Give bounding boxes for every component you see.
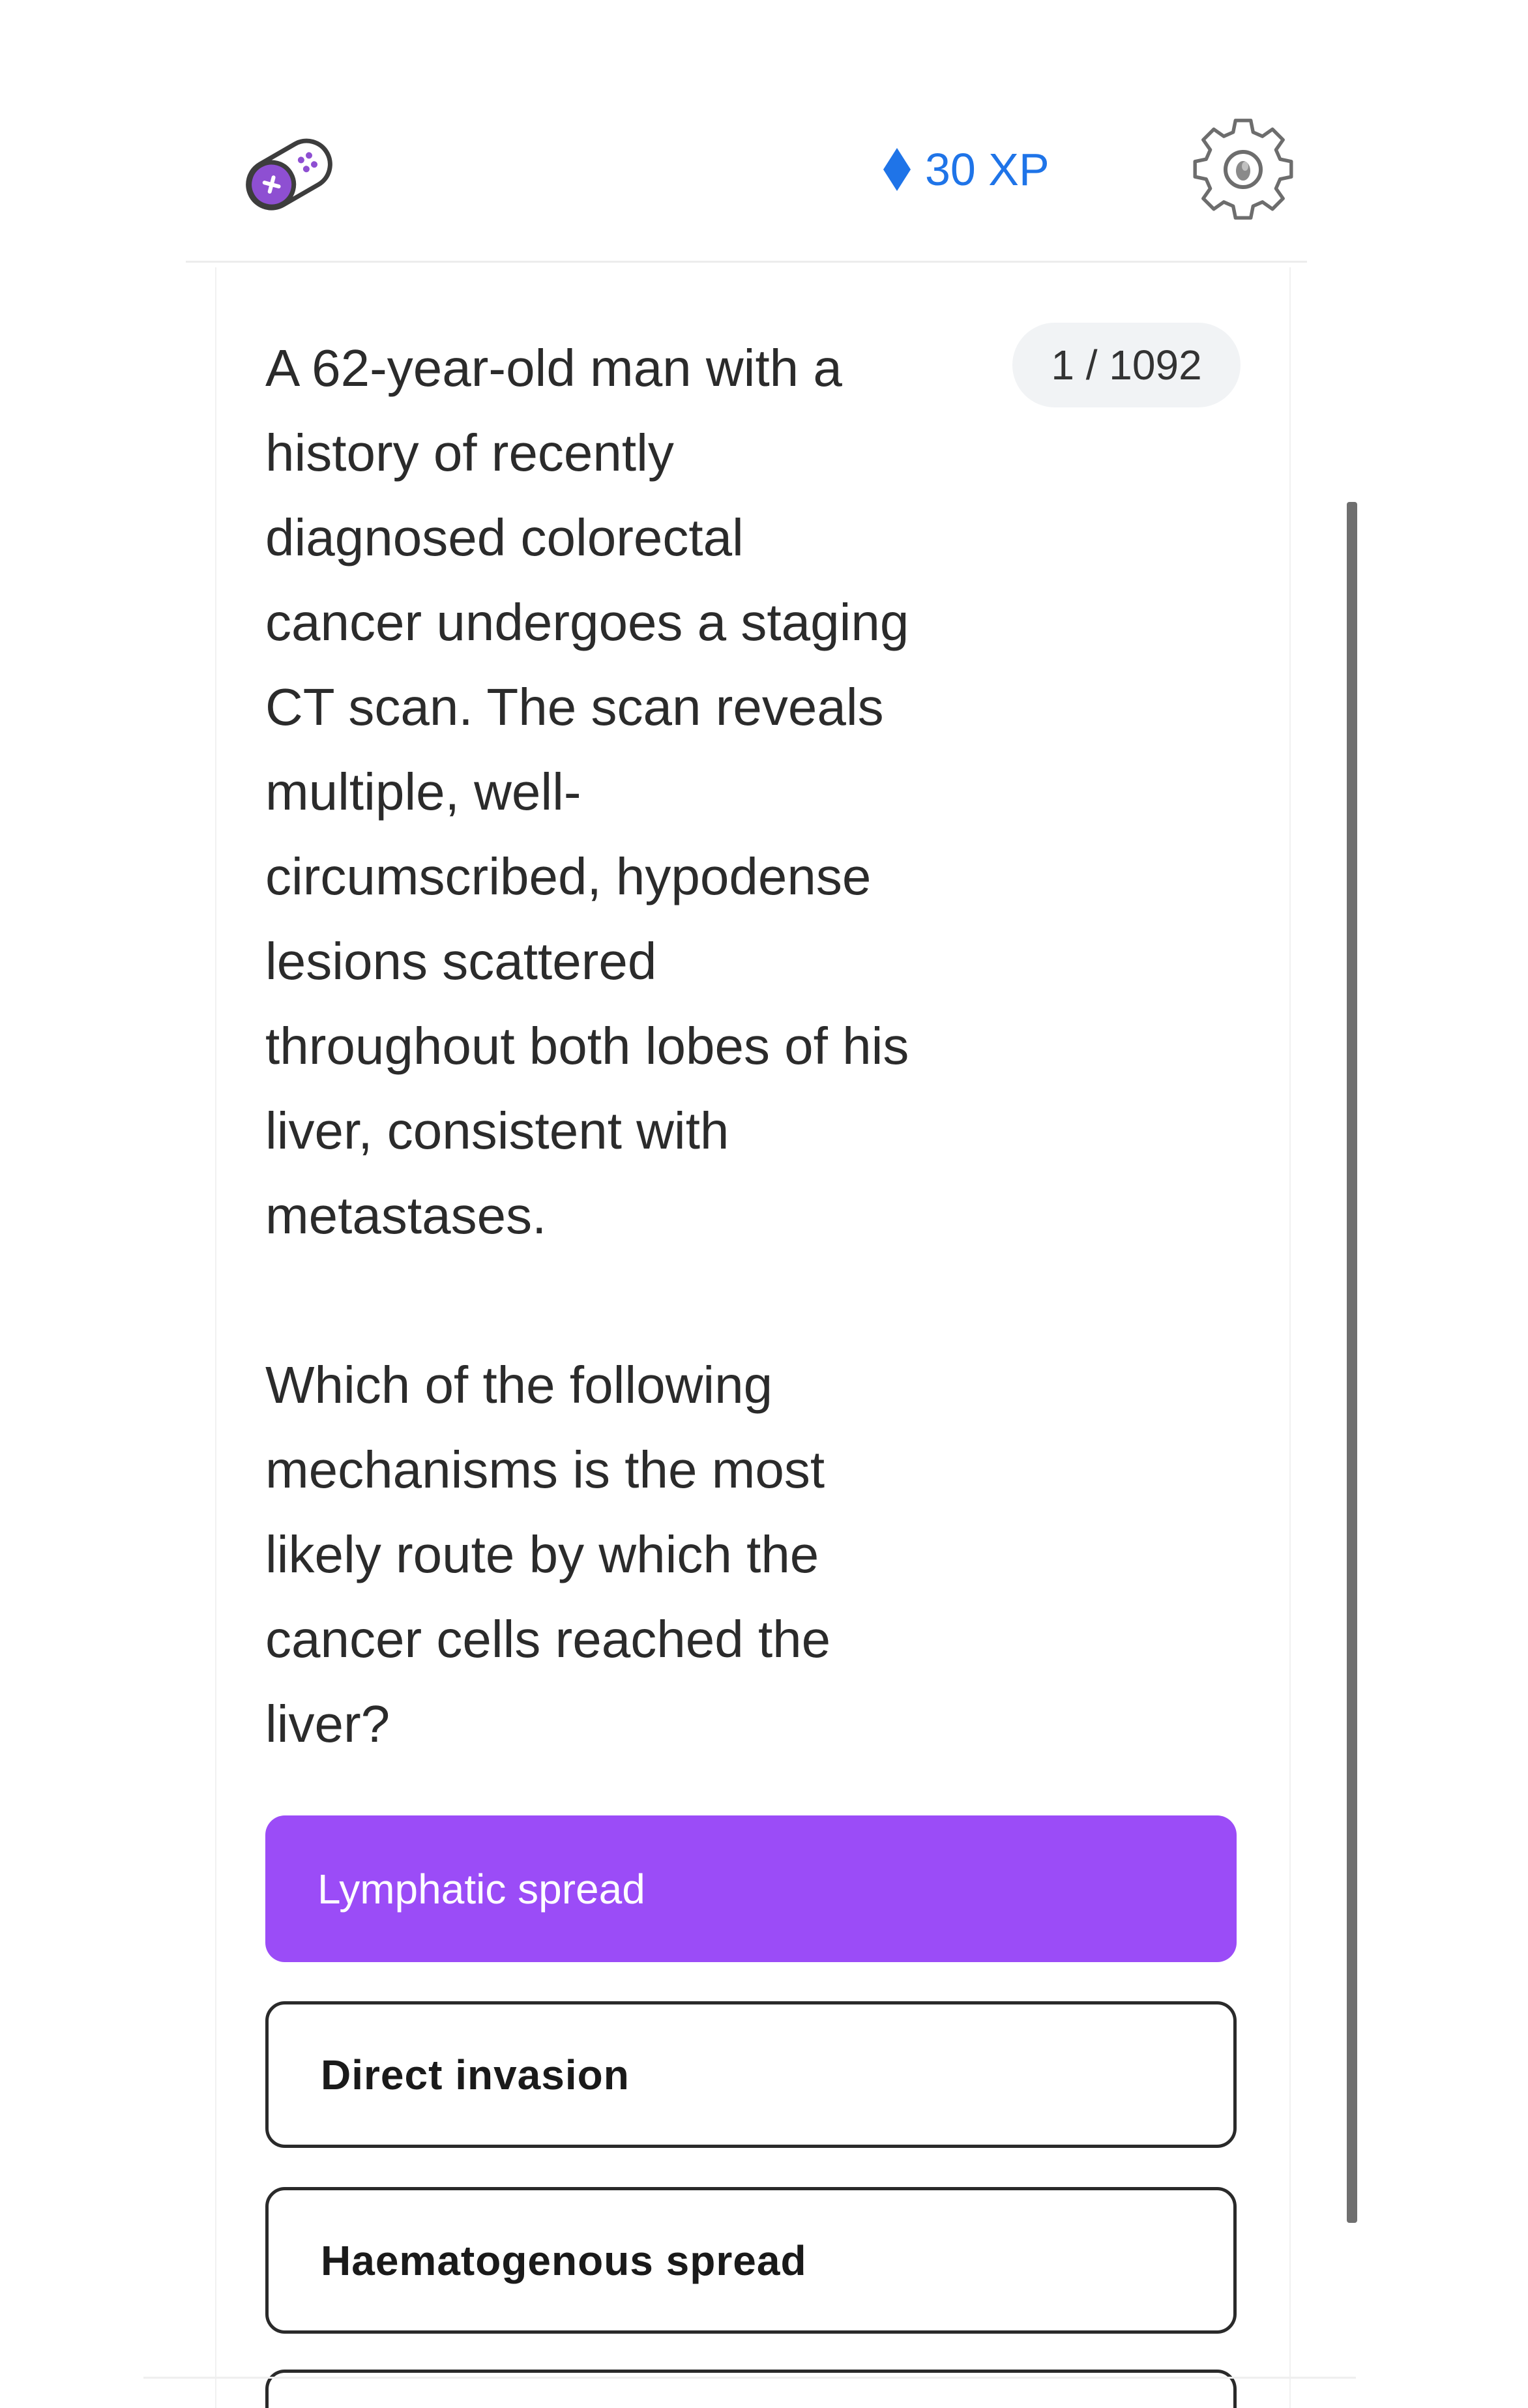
question-text: A 62-year-old man with a history of recently diagnosed colorectal cancer undergoes a staging CT scan. The scan reveals multiple, well- circumscribed, hypodense lesions scattered throughout both lobes of his liver, consistent with metastases. Which of the following mechanisms is the most likely route by which the cancer cells reached the liver? xyxy=(265,339,909,1753)
diamond-icon xyxy=(883,148,911,191)
game-controller-icon[interactable] xyxy=(233,117,344,228)
settings-button[interactable] xyxy=(1188,114,1299,225)
top-bar xyxy=(186,98,1307,263)
answer-option-1[interactable]: Lymphatic spread xyxy=(265,1815,1237,1962)
answer-option-partial[interactable] xyxy=(265,2370,1237,2408)
question-counter: 1 / 1092 xyxy=(1012,323,1241,407)
xp-count: 30 XP xyxy=(925,144,1050,195)
answer-option-3[interactable]: Haematogenous spread xyxy=(265,2187,1237,2334)
question-card xyxy=(215,267,1291,2408)
divider xyxy=(143,2377,1356,2379)
answer-option-2[interactable]: Direct invasion xyxy=(265,2001,1237,2148)
scrollbar[interactable] xyxy=(1347,502,1357,2223)
gear-icon xyxy=(1188,216,1299,228)
xp-indicator xyxy=(883,137,1050,202)
